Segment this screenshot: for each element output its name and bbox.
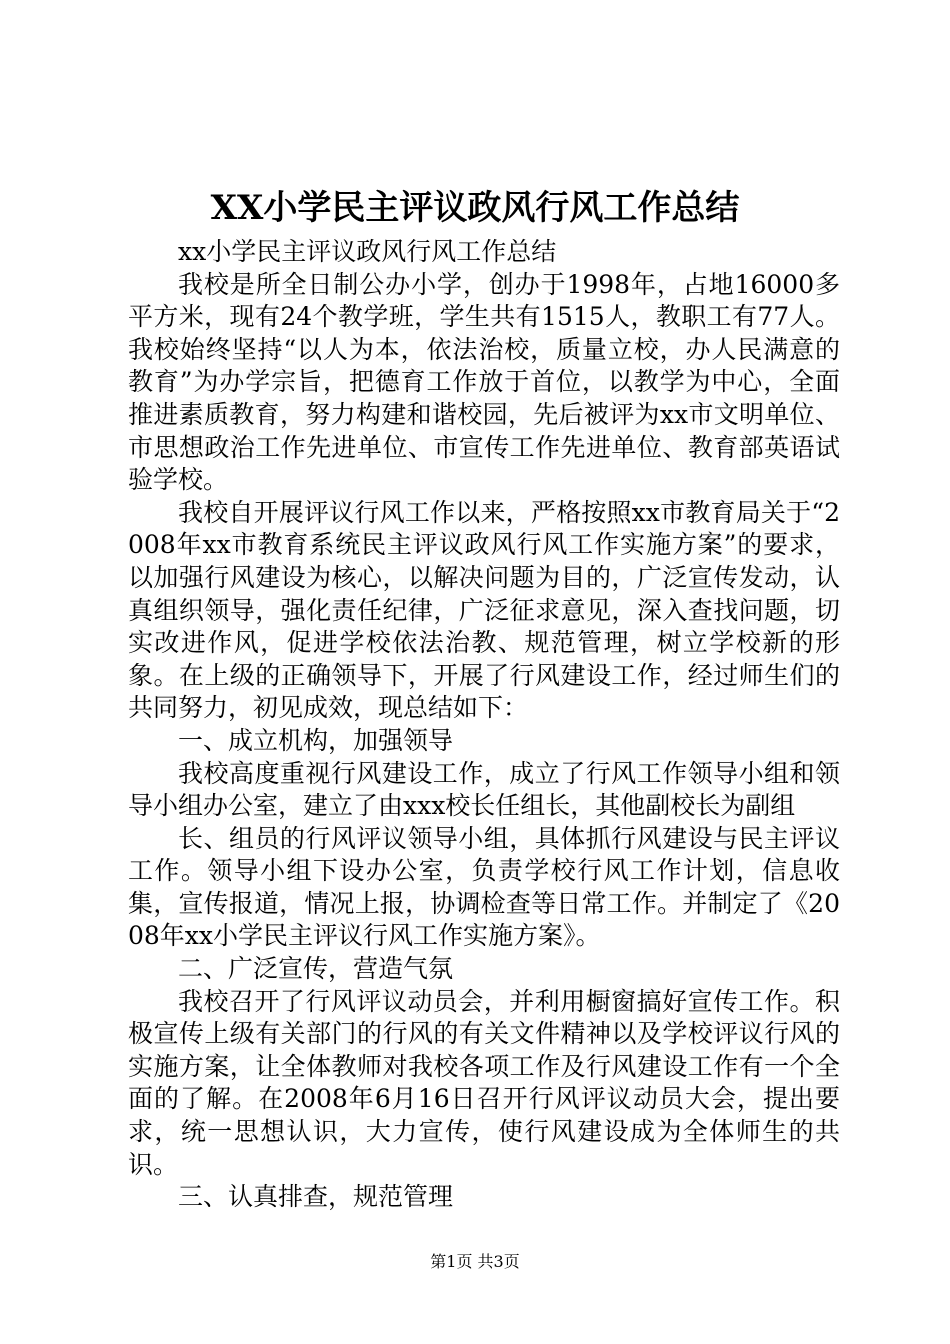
paragraph-school-intro: 我校是所全日制公办小学，创办于1998年，占地16000多平方米，现有24个教学班，学生共有1515人，教职工有77人。我校始终坚持“以人为本，依法治校，质量立校，办人民满意的教育”为办学宗旨，把德育工作放于首位，以教学为中心，全面推进素质教育，努力构建和谐校园，先后被评为xx市文明单位、市思想政治工作先进单位、市宣传工作先进单位、教育部英语试验学校。: [128, 269, 840, 495]
document-body: [128, 236, 840, 1214]
paragraph-section-1-a: 我校高度重视行风建设工作，成立了行风工作领导小组和领导小组办公室，建立了由xxx校长任组长，其他副校长为副组: [128, 758, 840, 821]
section-heading-3: 三、认真排查，规范管理: [178, 1182, 454, 1212]
page-footer: 第1页 共3页: [430, 1252, 520, 1271]
paragraph-subtitle: xx小学民主评议政风行风工作总结: [178, 237, 557, 266]
paragraph-section-2: 我校召开了行风评议动员会，并利用橱窗搞好宣传工作。积极宣传上级有关部门的行风的有关文件精神以及学校评议行风的实施方案，让全体教师对我校各项工作及行风建设工作有一个全面的了解。在2008年6月16日召开行风评议动员大会，提出要求，统一思想认识，大力宣传，使行风建设成为全体师生的共识。: [128, 986, 840, 1179]
section-heading-2: 二、广泛宣传，营造气氛: [178, 954, 454, 984]
paragraph-section-1-b: 长、组员的行风评议领导小组，具体抓行风建设与民主评议工作。领导小组下设办公室，负责学校行风工作计划，信息收集，宣传报道，情况上报，协调检查等日常工作。并制定了《2008年xx小学民主评议行风工作实施方案》。: [128, 823, 840, 951]
section-heading-1: 一、成立机构，加强领导: [178, 725, 454, 755]
paragraph-work-overview: 我校自开展评议行风工作以来，严格按照xx市教育局关于“2008年xx市教育系统民主评议政风行风工作实施方案”的要求，以加强行风建设为核心，以解决问题为目的，广泛宣传发动，认真组织领导，强化责任纪律，广泛征求意见，深入查找问题，切实改进作风，促进学校依法治教、规范管理，树立学校新的形象。在上级的正确领导下，开展了行风建设工作，经过师生们的共同努力，初见成效，现总结如下：: [128, 497, 840, 723]
document-title: XX小学民主评议政风行风工作总结: [210, 188, 740, 228]
